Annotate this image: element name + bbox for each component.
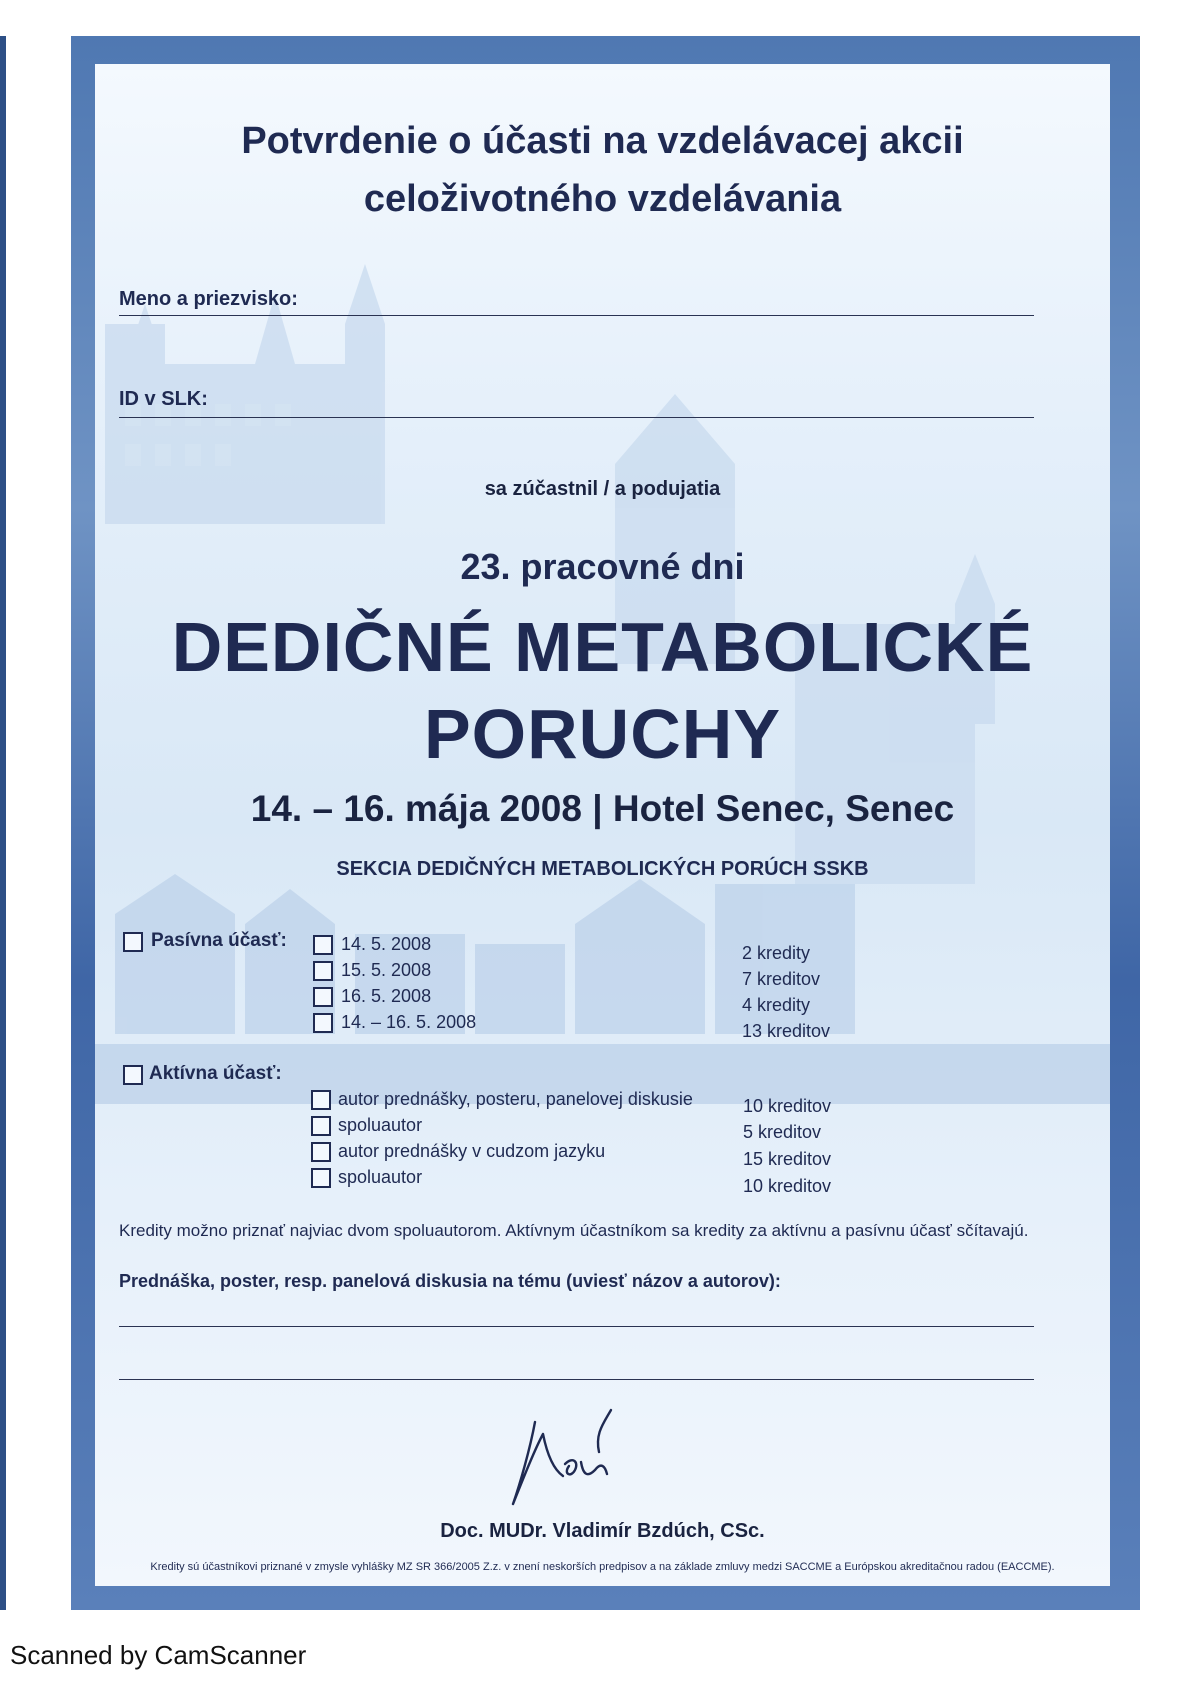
active-option-checkbox[interactable] <box>311 1168 331 1188</box>
section-name: SEKCIA DEDIČNÝCH METABOLICKÝCH PORÚCH SSKB <box>336 858 869 880</box>
passive-label: Pasívna účasť: <box>151 930 287 951</box>
passive-option-checkbox[interactable] <box>313 961 333 981</box>
passive-option-credits: 7 kreditov <box>742 969 821 989</box>
active-option-credits: 10 kreditov <box>743 1176 832 1196</box>
active-option-label: spoluautor <box>338 1115 423 1135</box>
passive-option-credits: 2 kredity <box>742 943 811 963</box>
event-name-line1: DEDIČNÉ METABOLICKÉ <box>171 608 1034 686</box>
active-option-label: autor prednášky, posteru, panelovej diskusie <box>338 1089 693 1109</box>
topic-line-1[interactable] <box>119 1326 1034 1327</box>
certificate-paper <box>95 64 1110 1586</box>
passive-option-checkbox[interactable] <box>313 1013 333 1033</box>
certificate-title-line2: celoživotného vzdelávania <box>363 178 842 220</box>
id-label: ID v SLK: <box>119 388 208 410</box>
active-checkbox[interactable] <box>123 1065 143 1085</box>
scan-edge <box>0 36 6 1610</box>
active-option-credits: 15 kreditov <box>743 1149 832 1169</box>
name-label: Meno a priezvisko: <box>119 288 298 310</box>
certificate-title-line1: Potvrdenie o účasti na vzdelávacej akcii <box>241 120 964 162</box>
passive-option-label: 16. 5. 2008 <box>341 986 432 1006</box>
id-line[interactable] <box>119 417 1034 418</box>
topic-line-2[interactable] <box>119 1379 1034 1380</box>
active-option-label: autor prednášky v cudzom jazyku <box>338 1141 606 1161</box>
footer-note: Kredity sú účastníkovi priznané v zmysle vyhlášky MZ SR 366/2005 Z.z. v znení neskorších predpisov a na základe zmluvy medzi SACCME a Európskou akreditačnou radou (EACCME). <box>150 1561 1055 1573</box>
active-option-checkbox[interactable] <box>311 1090 331 1110</box>
passive-option-label: 14. – 16. 5. 2008 <box>341 1012 477 1032</box>
event-name-line2: PORUCHY <box>423 695 782 773</box>
active-option-checkbox[interactable] <box>311 1116 331 1136</box>
signatory-name: Doc. MUDr. Vladimír Bzdúch, CSc. <box>440 1520 765 1542</box>
active-option-credits: 5 kreditov <box>743 1122 822 1142</box>
event-dates-place: 14. – 16. mája 2008 | Hotel Senec, Senec <box>250 788 955 829</box>
active-option-label: spoluautor <box>338 1167 423 1187</box>
active-option-checkbox[interactable] <box>311 1142 331 1162</box>
scanner-watermark: Scanned by CamScanner <box>10 1640 307 1670</box>
passive-option-credits: 13 kreditov <box>742 1021 831 1041</box>
passive-option-label: 14. 5. 2008 <box>341 934 432 954</box>
handwritten-signature <box>495 1404 655 1514</box>
topic-label: Prednáška, poster, resp. panelová diskusia na tému (uviesť názov a autorov): <box>119 1271 781 1291</box>
passive-option-label: 15. 5. 2008 <box>341 960 432 980</box>
credit-note: Kredity možno priznať najviac dvom spoluautorom. Aktívnym účastníkom sa kredity za aktívnu a pasívnu účasť sčítavajú. <box>119 1221 1029 1240</box>
passive-option-checkbox[interactable] <box>313 987 333 1007</box>
passive-option-credits: 4 kredity <box>742 995 811 1015</box>
active-label: Aktívna účasť: <box>149 1063 282 1084</box>
event-number: 23. pracovné dni <box>460 546 745 587</box>
certificate-frame <box>71 36 1140 1610</box>
name-line[interactable] <box>119 315 1034 316</box>
participated-text: sa zúčastnil / a podujatia <box>484 478 721 500</box>
active-option-credits: 10 kreditov <box>743 1096 832 1116</box>
passive-checkbox[interactable] <box>123 932 143 952</box>
passive-option-checkbox[interactable] <box>313 935 333 955</box>
